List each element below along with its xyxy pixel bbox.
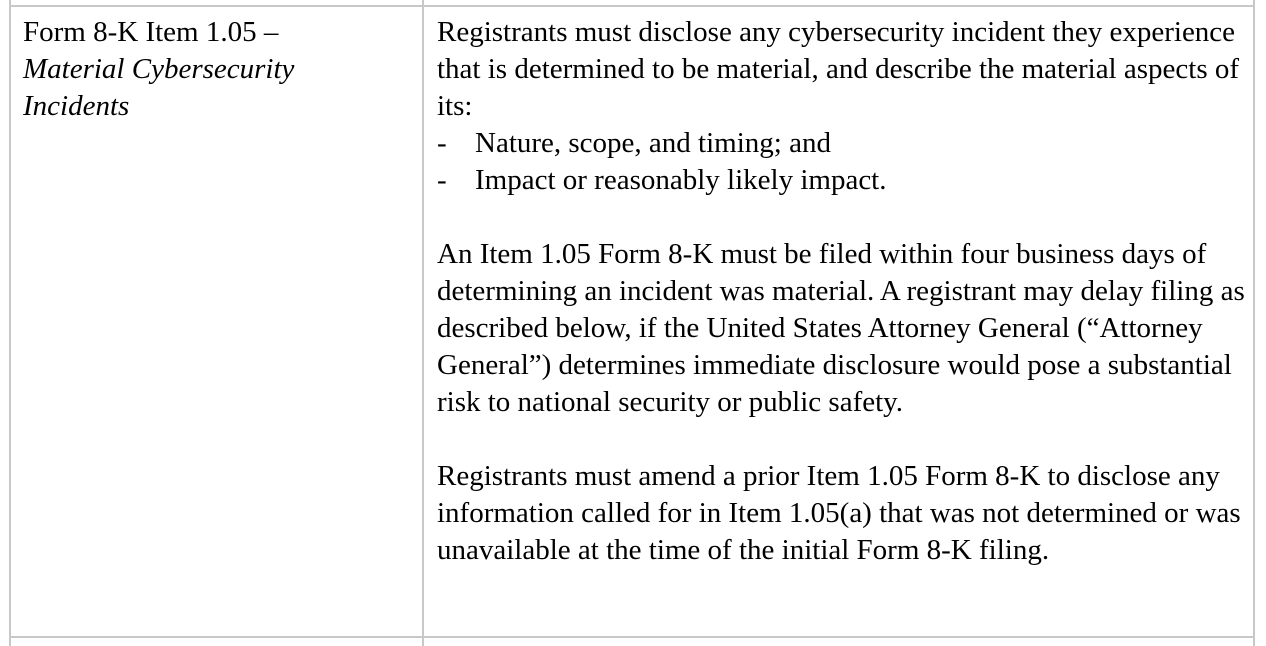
table-cell-item-description (437, 14, 1247, 569)
list-item-text: Impact or reasonably likely impact. (475, 164, 887, 196)
item-title-line-2: Incidents (23, 90, 130, 122)
intro-paragraph: Registrants must disclose any cybersecurity incident they experience that is determined to be material, and describe the material aspects of its: (437, 16, 1240, 122)
table-row-border-bottom (9, 636, 1255, 638)
table-column-divider (422, 0, 424, 646)
table-cell-item-title (23, 14, 408, 125)
table-border-right (1253, 0, 1255, 646)
bullet-dash: - (437, 164, 447, 196)
bullet-dash: - (437, 127, 447, 159)
disclosure-requirement-block (437, 14, 1247, 199)
table-border-left (9, 0, 11, 646)
table-row-border-top (9, 5, 1255, 7)
material-aspects-list (437, 125, 1247, 199)
item-title-line-1: Material Cybersecurity (23, 53, 295, 85)
list-item (437, 125, 1247, 162)
list-item (437, 162, 1247, 199)
amendment-paragraph: Registrants must amend a prior Item 1.05 Form 8-K to disclose any information called for in Item 1.05(a) that was not determined or was unavailable at the time of the initial Form 8-K filing. (437, 460, 1241, 566)
list-item-text: Nature, scope, and timing; and (475, 127, 831, 159)
filing-deadline-paragraph: An Item 1.05 Form 8-K must be filed within four business days of determining an incident was material. A registrant may delay filing as described below, if the United States Attorney General (“Attorney General”) determines immediate disclosure would pose a substantial risk to national security or public safety. (437, 238, 1245, 418)
item-number-label: Form 8-K Item 1.05 – (23, 16, 279, 48)
